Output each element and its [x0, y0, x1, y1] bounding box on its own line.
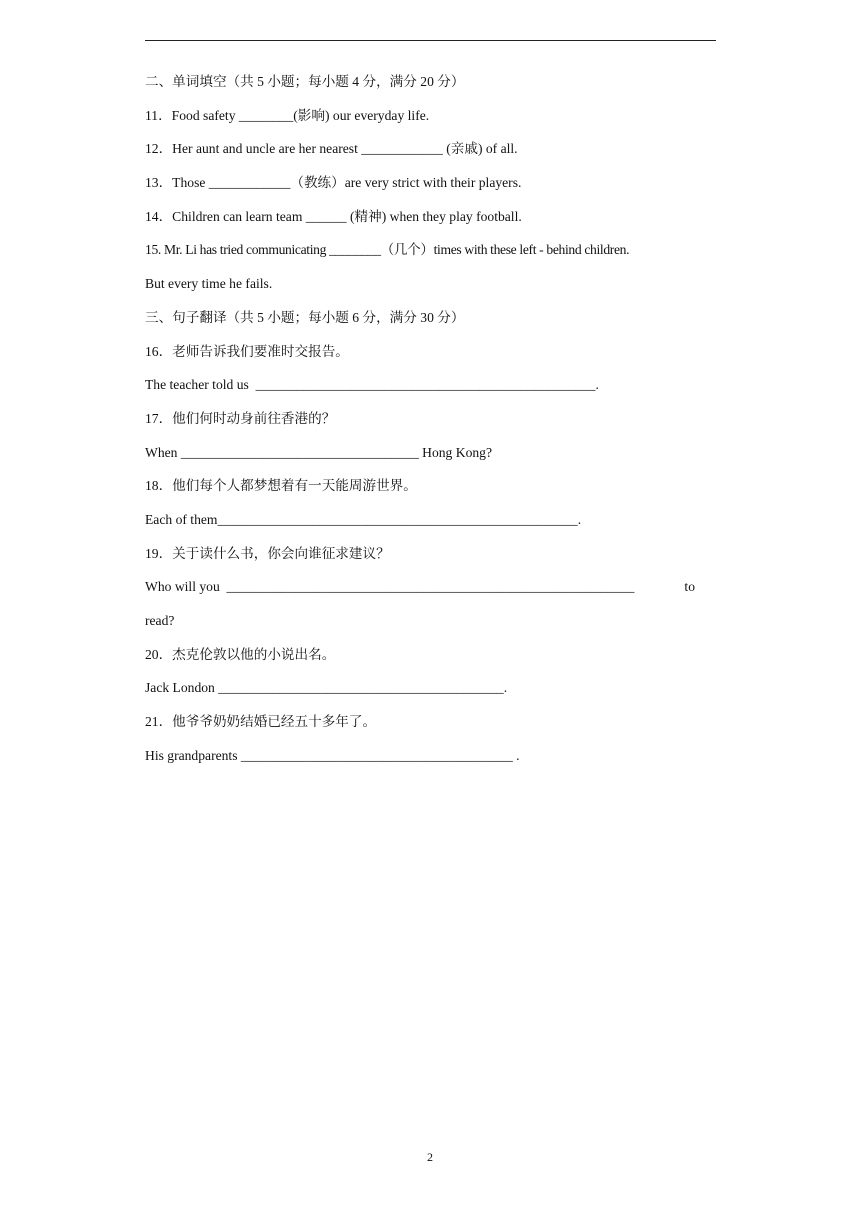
question-16-answer-line: The teacher told us __________________________________________________. [145, 377, 599, 393]
question-16-chinese: 16．老师告诉我们要准时交报告。 [145, 343, 349, 359]
question-11: 11．Food safety ________(影响) our everyday life. [145, 107, 430, 123]
page-number: 2 [427, 1150, 433, 1164]
question-19-answer-left: Who will you ____________________________________________________________ [145, 579, 635, 595]
worksheet-body [145, 70, 716, 777]
question-21-answer-line: His grandparents ________________________________________ . [145, 747, 520, 763]
question-15: 15. Mr. Li has tried communicating ________（几个）times with these left - behind children. [145, 242, 630, 258]
question-13: 13．Those ____________（教练）are very strict with their players. [145, 175, 522, 191]
question-18-answer-line: Each of them_____________________________________________________. [145, 511, 582, 527]
question-14: 14．Children can learn team ______ (精神) when they play football. [145, 208, 522, 224]
question-19-answer-continued: read? [145, 613, 175, 628]
question-19-answer-line [145, 575, 695, 609]
question-17-chinese: 17．他们何时动身前往香港的？ [145, 410, 336, 426]
question-17-answer-line: When ___________________________________ Hong Kong? [145, 444, 492, 460]
question-20-chinese: 20．杰克伦敦以他的小说出名。 [145, 646, 336, 662]
question-20-answer-line: Jack London __________________________________________. [145, 680, 508, 696]
section-heading-vocabulary: 二、单词填空（共 5 小题；每小题 4 分，满分 20 分） [145, 74, 465, 89]
question-15-continued: But every time he fails. [145, 276, 273, 292]
question-18-chinese: 18．他们每个人都梦想着有一天能周游世界。 [145, 478, 417, 494]
question-19-chinese: 19．关于读什么书，你会向谁征求建议？ [145, 545, 390, 561]
question-19-answer-right: to [684, 579, 695, 595]
section-heading-translation: 三、句子翻译（共 5 小题；每小题 6 分，满分 30 分） [145, 309, 465, 325]
question-12: 12．Her aunt and uncle are her nearest ____________ (亲戚) of all. [145, 141, 518, 157]
header-rule [145, 40, 716, 41]
question-21-chinese: 21．他爷爷奶奶结婚已经五十多年了。 [145, 714, 377, 730]
